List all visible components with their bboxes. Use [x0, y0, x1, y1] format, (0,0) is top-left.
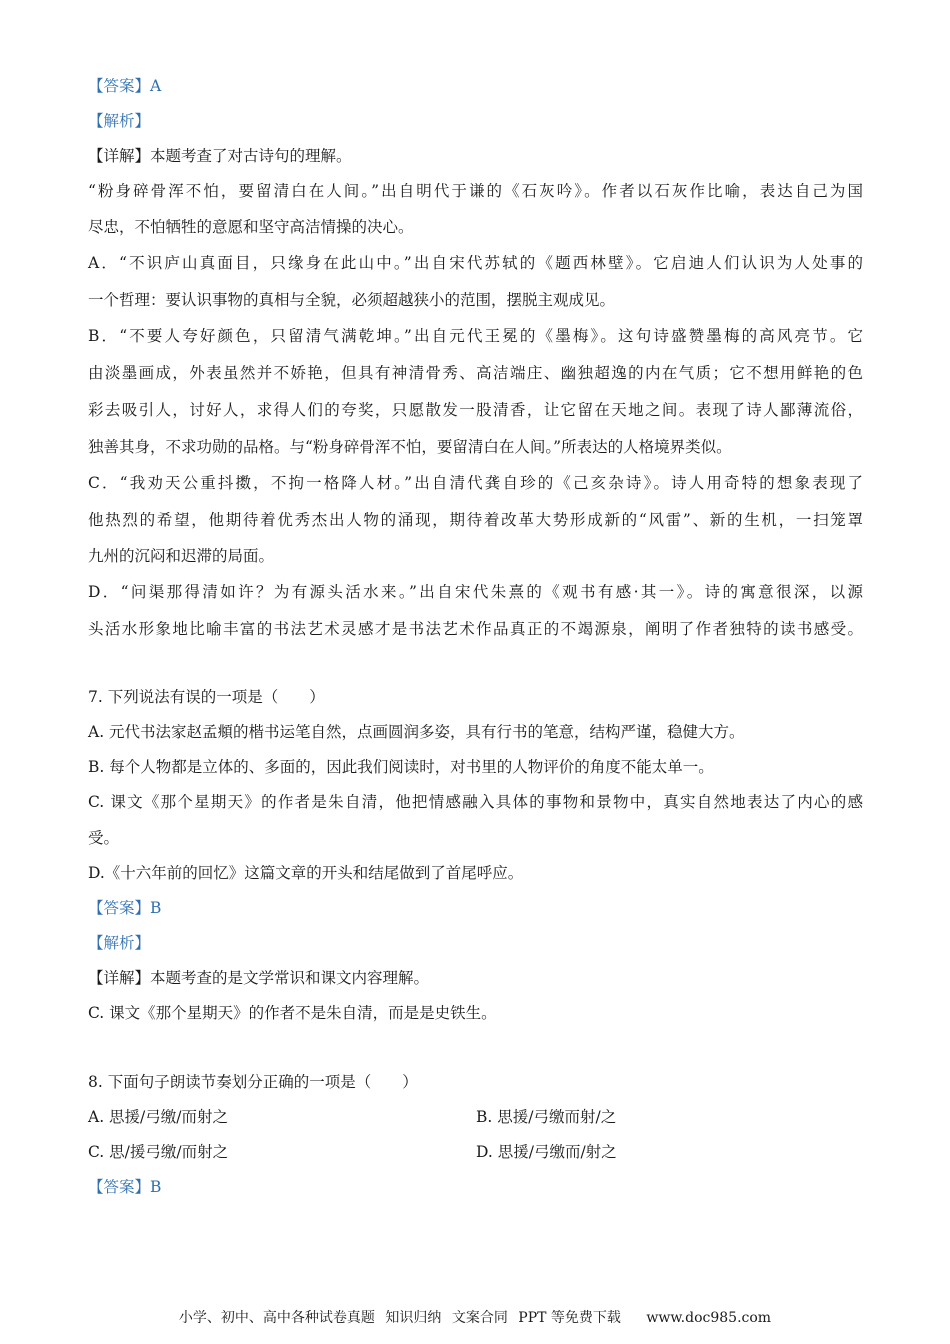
q8-option-b: B. 思援/弓缴而射/之	[476, 1108, 617, 1126]
q7-option-c-2: 受。	[88, 829, 120, 847]
q6-b-3: 彩去吸引人，讨好人，求得人们的夸奖，只愿散发一股清香，让它留在天地之间。表现了诗人鄙薄流俗，	[88, 401, 863, 419]
q6-para-2: 尽忠，不怕牺牲的意愿和坚守高洁情操的决心。	[88, 218, 414, 236]
q8-option-d: D. 思援/弓缴而/射之	[476, 1143, 617, 1161]
footer-text-4: PPT 等免费下载	[518, 1310, 621, 1326]
q7-stem: 7. 下列说法有误的一项是（ ）	[88, 688, 325, 706]
q6-a-2: 一个哲理：要认识事物的真相与全貌，必须超越狭小的范围，摆脱主观成见。	[88, 291, 616, 309]
q6-detail: 【详解】本题考查了对古诗句的理解。	[88, 147, 352, 165]
q6-para-1: “粉身碎骨浑不怕，要留清白在人间。”出自明代于谦的《石灰吟》。作者以石灰作比喻，表达自己为国	[88, 182, 863, 200]
q6-c-2: 他热烈的希望，他期待着优秀杰出人物的涌现，期待着改革大势形成新的“风雷”、新的生机，一扫笼罩	[88, 511, 863, 529]
page-footer	[0, 1307, 950, 1327]
q6-c-3: 九州的沉闷和迟滞的局面。	[88, 547, 275, 565]
q6-a-1: A．“不识庐山真面目，只缘身在此山中。”出自宋代苏轼的《题西林壁》。它启迪人们认识为人处事的	[88, 254, 863, 272]
q8-option-c: C. 思/援弓缴/而射之	[88, 1143, 229, 1161]
q6-c-1: C．“我劝天公重抖擞，不拘一格降人材。”出自清代龚自珍的《己亥杂诗》。诗人用奇特的想象表现了	[88, 474, 863, 492]
q8-stem: 8. 下面句子朗读节奏划分正确的一项是（ ）	[88, 1073, 418, 1091]
q7-option-b: B. 每个人物都是立体的、多面的，因此我们阅读时，对书里的人物评价的角度不能太单一。	[88, 758, 714, 776]
q8-answer: 【答案】B	[88, 1178, 162, 1196]
q7-option-d: D.《十六年前的回忆》这篇文章的开头和结尾做到了首尾呼应。	[88, 864, 524, 882]
q7-analysis: 【解析】	[88, 934, 151, 952]
footer-text-3: 文案合同	[451, 1310, 508, 1326]
q7-option-c-1: C. 课文《那个星期天》的作者是朱自清，他把情感融入具体的事物和景物中，真实自然地表达了内心的感	[88, 793, 863, 811]
q6-b-4: 独善其身，不求功勋的品格。与“粉身碎骨浑不怕，要留清白在人间。”所表达的人格境界类似。	[88, 438, 732, 456]
q7-detail-2: C. 课文《那个星期天》的作者不是朱自清，而是是史铁生。	[88, 1004, 497, 1022]
q6-d-1: D．“问渠那得清如许？为有源头活水来。”出自宋代朱熹的《观书有感·其一》。诗的寓意很深，以源	[88, 583, 863, 601]
footer-text-2: 知识归纳	[385, 1310, 442, 1326]
q6-d-2: 头活水形象地比喻丰富的书法艺术灵感才是书法艺术作品真正的不竭源泉，阐明了作者独特的读书感受。	[88, 620, 863, 638]
footer-text-1: 小学、初中、高中各种试卷真题	[178, 1310, 375, 1326]
q6-answer: 【答案】A	[88, 77, 162, 95]
q8-option-a: A. 思援/弓缴/而射之	[88, 1108, 228, 1126]
q6-b-2: 由淡墨画成，外表虽然并不娇艳，但具有神清骨秀、高洁端庄、幽独超逸的内在气质；它不想用鲜艳的色	[88, 364, 863, 382]
q6-b-1: B．“不要人夸好颜色，只留清气满乾坤。”出自元代王冕的《墨梅》。这句诗盛赞墨梅的高风亮节。它	[88, 327, 863, 345]
q7-answer: 【答案】B	[88, 899, 162, 917]
footer-site-link[interactable]: www.doc985.com	[646, 1310, 772, 1326]
q6-analysis: 【解析】	[88, 112, 151, 130]
q7-option-a: A. 元代书法家赵孟頫的楷书运笔自然，点画圆润多姿，具有行书的笔意，结构严谨，稳健大方。	[88, 723, 745, 741]
q7-detail: 【详解】本题考查的是文学常识和课文内容理解。	[88, 969, 430, 987]
